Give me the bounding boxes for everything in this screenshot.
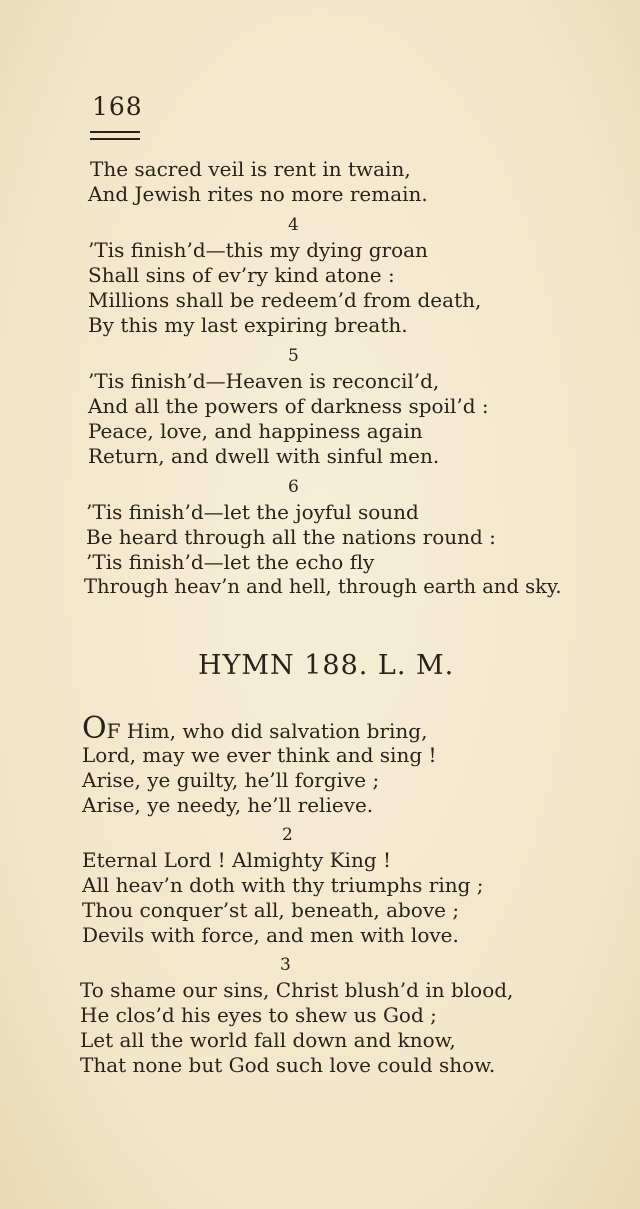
verse-line: Thou conquer’st all, beneath, above ;	[82, 898, 460, 922]
verse-line: Arise, ye needy, he’ll relieve.	[82, 793, 374, 817]
stanza-number: 6	[288, 477, 299, 497]
verse-line: That none but God such love could show.	[80, 1053, 496, 1077]
header-rule-top	[90, 131, 140, 133]
page-number: 168	[92, 92, 143, 121]
stanza-number: 3	[280, 955, 291, 975]
verse-line: Be heard through all the nations round :	[86, 525, 496, 549]
verse-line: Peace, love, and happiness again	[88, 419, 423, 443]
verse-line: By this my last expiring breath.	[88, 313, 408, 337]
verse-line-first	[82, 711, 428, 746]
verse-line: Devils with force, and men with love.	[82, 923, 459, 947]
verse-line: ’Tis finish’d—this my dying groan	[88, 238, 428, 262]
verse-line: And Jewish rites no more remain.	[88, 182, 428, 206]
drop-cap: O	[82, 711, 107, 746]
verse-line: All heav’n doth with thy triumphs ring ;	[82, 873, 484, 897]
verse-line: Millions shall be redeem’d from death,	[88, 288, 482, 312]
verse-line: Arise, ye guilty, he’ll forgive ;	[82, 768, 380, 792]
verse-line: The sacred veil is rent in twain,	[90, 157, 411, 181]
verse-line: Lord, may we ever think and sing !	[82, 743, 437, 767]
verse-line: Let all the world fall down and know,	[80, 1028, 456, 1052]
verse-line: Shall sins of ev’ry kind atone :	[88, 263, 395, 287]
verse-line: ’Tis finish’d—Heaven is reconcil’d,	[88, 369, 440, 393]
stanza-number: 4	[288, 215, 299, 235]
stanza-number: 2	[282, 825, 293, 845]
header-rule-bottom	[90, 138, 140, 140]
hymn-title: HYMN 188. L. M.	[198, 650, 455, 681]
verse-line: ’Tis finish’d—let the joyful sound	[86, 500, 419, 524]
verse-line: Eternal Lord ! Almighty King !	[82, 848, 392, 872]
stanza-number: 5	[288, 346, 299, 366]
verse-line: He clos’d his eyes to shew us God ;	[80, 1003, 437, 1027]
first-line-text: F Him, who did salvation bring,	[106, 719, 428, 743]
verse-line: ’Tis finish’d—let the echo fly	[86, 550, 375, 574]
verse-line: And all the powers of darkness spoil’d :	[88, 394, 489, 418]
verse-line: To shame our sins, Christ blush’d in blood,	[80, 978, 514, 1002]
verse-line: Through heav’n and hell, through earth and sky.	[84, 575, 562, 598]
verse-line: Return, and dwell with sinful men.	[88, 444, 440, 468]
